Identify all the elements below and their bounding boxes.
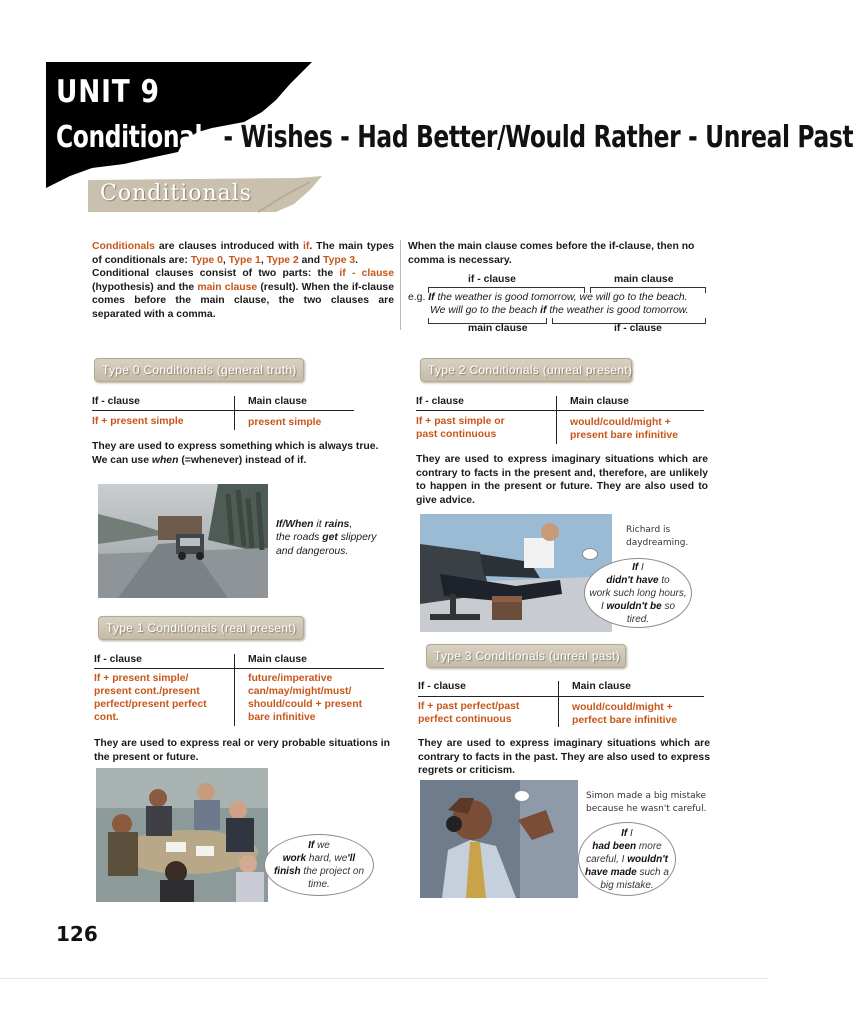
type0-col-if: If - clause — [92, 396, 140, 407]
page-title — [56, 120, 853, 155]
type1-cell-main: future/imperative can/may/might/must/ should/could + present bare infinitive — [248, 673, 363, 723]
type3-col-main: Main clause — [572, 681, 631, 692]
type2-cell-main: would/could/might + present bare infinitive — [570, 417, 678, 441]
type2-speech-bubble: If I didn't have to work such long hours, I wouldn't be so tired. — [584, 558, 692, 628]
intro-right-text: When the main clause comes before the if-clause, then no comma is necessary. — [408, 241, 695, 266]
type1-speech-bubble: If we work hard, we'll finish the project on time. — [264, 834, 374, 896]
page-title-white-part: Conditionals — [56, 120, 216, 155]
type1-cell-if: If + present simple/ present cont./present perfect/present perfect cont. — [94, 673, 207, 723]
truck-rain-photo — [98, 484, 268, 598]
label-if-clause-bottom: if - clause — [614, 323, 662, 334]
type2-table-rule — [416, 410, 704, 411]
type0-example: If/When it rains, the roads get slippery and dangerous. — [276, 519, 377, 557]
type0-cell-if: If + present simple — [92, 416, 184, 427]
type0-table-divider — [234, 396, 235, 430]
page-number: 126 — [56, 922, 98, 946]
type3-cell-if: If + past perfect/past perfect continuous — [418, 701, 520, 725]
unit-title: UNIT 9 — [56, 74, 160, 110]
regret-photo — [420, 780, 578, 898]
type2-col-if: If - clause — [416, 396, 464, 407]
example-sentence-2: We will go to the beach if the weather is good tomorrow. — [430, 305, 689, 316]
type1-table-divider — [234, 654, 235, 726]
type1-description: They are used to express real or very probable situations in the present or future. — [94, 738, 390, 763]
type2-caption: Richard is daydreaming. — [626, 525, 689, 548]
label-main-clause-top: main clause — [614, 274, 674, 285]
bottom-rule — [0, 978, 768, 979]
type3-speech-bubble: If I had been more careful, I wouldn't have made such a big mistake. — [578, 822, 676, 896]
type0-description: They are used to express something which is always true. We can use when (=whenever) instead of if. — [92, 441, 379, 466]
meeting-photo — [96, 768, 268, 902]
label-main-clause-bottom: main clause — [468, 323, 528, 334]
type2-cell-if: If + past simple or past continuous — [416, 416, 505, 440]
type2-banner-text: Type 2 Conditionals (unreal present) — [428, 363, 633, 377]
page-title-rest: - Wishes - Had Better/Would Rather - Unreal Past — [215, 120, 853, 155]
type3-caption: Simon made a big mistake because he wasn't careful. — [586, 791, 707, 814]
intro-divider — [400, 240, 401, 330]
type2-col-main: Main clause — [570, 396, 629, 407]
type1-col-if: If - clause — [94, 654, 142, 665]
example-sentence-1: e.g. If the weather is good tomorrow, we will go to the beach. — [408, 292, 688, 303]
type2-thought-dot — [582, 548, 598, 560]
type0-cell-main: present simple — [248, 417, 322, 428]
type2-table-divider — [556, 396, 557, 444]
intro-paragraph-1: Conditionals are clauses introduced with if. The main types of conditionals are: Type 0, Type 1, Type 2 and Type 3. — [92, 241, 394, 266]
type3-description: They are used to express imaginary situations which are contrary to facts in the past. They are also used to express regrets or criticism. — [418, 738, 710, 777]
type0-col-main: Main clause — [248, 396, 307, 407]
type3-cell-main: would/could/might + perfect bare infinitive — [572, 702, 678, 726]
label-if-clause-top: if - clause — [468, 274, 516, 285]
type3-table-divider — [558, 681, 559, 727]
type0-table-rule — [92, 410, 354, 411]
section-title: Conditionals — [100, 181, 253, 206]
intro-paragraph-2: Conditional clauses consist of two parts: the if - clause (hypothesis) and the main clause (result). When the if-clause comes before the main clause, the two clauses are separated with a comma. — [92, 268, 394, 320]
type2-description: They are used to express imaginary situations which are contrary to facts in the present and, therefore, are unlikely to happen in the present or future. They are also used to give advice. — [416, 454, 708, 506]
type0-banner-text: Type 0 Conditionals (general truth) — [102, 363, 297, 377]
type3-col-if: If - clause — [418, 681, 466, 692]
type1-banner-text: Type 1 Conditionals (real present) — [106, 621, 297, 635]
type3-banner-text: Type 3 Conditionals (unreal past) — [434, 649, 620, 663]
type1-col-main: Main clause — [248, 654, 307, 665]
type3-table-rule — [418, 696, 704, 697]
intro-left — [92, 240, 394, 322]
type3-thought-dot — [514, 790, 530, 802]
type1-table-rule — [94, 668, 384, 669]
daydreaming-photo — [420, 514, 612, 632]
